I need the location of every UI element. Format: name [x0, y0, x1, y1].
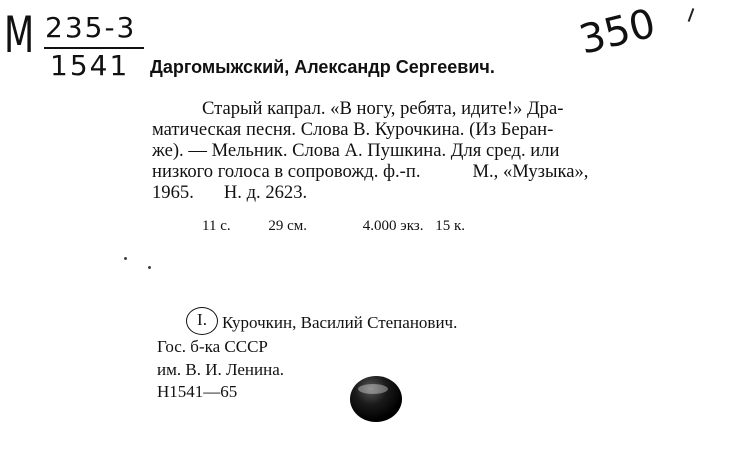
library-stamp [157, 336, 284, 404]
library-line: Гос. б-ка СССР [157, 337, 268, 356]
page-count: 11 с. [202, 218, 231, 234]
handwritten-letter: М [4, 6, 35, 64]
punch-hole [350, 376, 402, 422]
description-line: матическая песня. Слова В. Курочкина. (Из Беран- [152, 119, 554, 140]
shelf-mark-top: 235-3 [45, 11, 137, 44]
corner-tick-mark [688, 8, 695, 22]
tracing-name: Курочкин, Василий Степанович. [222, 313, 458, 332]
tracing-entry [198, 313, 457, 333]
author-heading: Даргомыжский, Александр Сергеевич. [150, 57, 495, 77]
price: 15 к. [435, 218, 466, 234]
tracing-number: I. [186, 307, 218, 335]
shelf-mark-bottom: 1541 [50, 49, 130, 82]
stray-mark [124, 257, 127, 260]
library-line: Н1541—65 [157, 382, 238, 401]
physical-description [202, 218, 465, 235]
description-line [152, 182, 704, 203]
library-line: им. В. И. Ленина. [157, 359, 285, 379]
copies: 4.000 экз. [362, 218, 424, 234]
stray-mark [148, 266, 151, 269]
size: 29 см. [268, 218, 308, 234]
publisher-text: М., «Музыка», [472, 161, 589, 182]
description-line: Старый капрал. «В ногу, ребята, идите!» Дра- [202, 98, 564, 119]
description-line: же). — Мельник. Слова А. Пушкина. Для сред. или [152, 140, 560, 161]
description-line [152, 161, 704, 182]
description-block [152, 98, 704, 203]
publication-year: 1965. [152, 182, 194, 203]
corner-number: 350 [574, 0, 660, 64]
plate-number: Н. д. 2623. [223, 182, 308, 203]
description-text: низкого голоса в сопровожд. ф.-п. [152, 161, 421, 182]
